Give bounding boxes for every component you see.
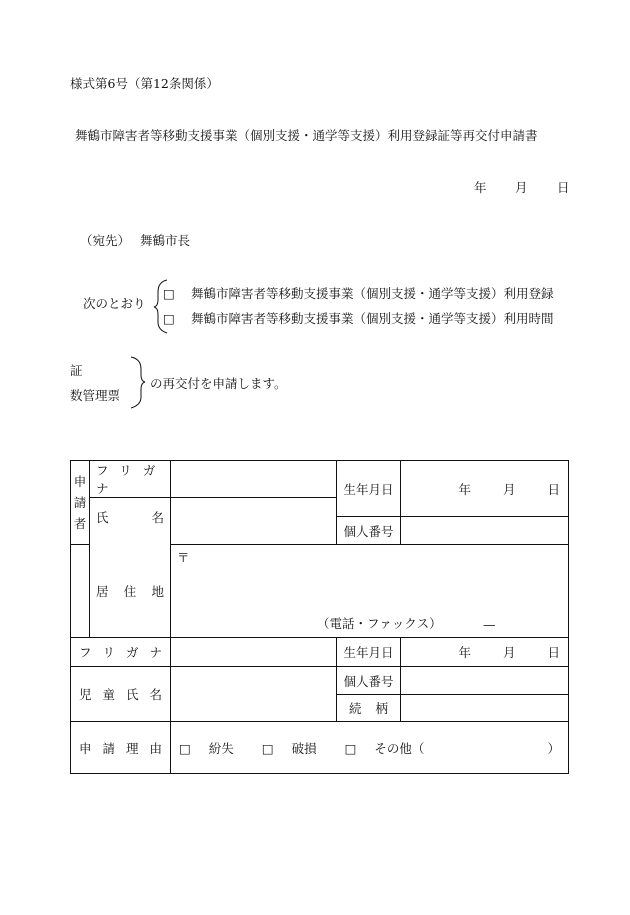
date-day-label: 日 — [557, 180, 570, 195]
applicant-label: 申 請 者 — [71, 461, 90, 545]
reason-other[interactable]: □ その他（ — [344, 740, 425, 756]
form-number: 様式第6号（第12条関係） — [70, 76, 219, 91]
birthdate-field[interactable]: 年 月 日 — [401, 461, 569, 517]
child-name-field[interactable] — [171, 667, 337, 722]
application-table — [70, 460, 569, 774]
relationship-field[interactable] — [401, 695, 569, 722]
date-month-label: 月 — [515, 180, 528, 195]
birthdate-label: 生年月日 — [337, 461, 401, 517]
address-field[interactable] — [171, 545, 569, 638]
reason-label: 申 請 理 由 — [71, 722, 171, 774]
lead-text: 次のとおり — [83, 296, 146, 311]
option-text: 舞鶴市障害者等移動支援事業（個別支援・通学等支援）利用登録 — [191, 286, 554, 301]
document-title: 舞鶴市障害者等移動支援事業（個別支援・通学等支援）利用登録証等再交付申請書 — [75, 128, 538, 143]
name-label: 氏 名 — [90, 498, 171, 545]
continuation-line-2: 数管理票 — [70, 388, 121, 403]
addressee-label: （宛先） — [80, 233, 131, 248]
address-label: 居 住 地 — [90, 545, 171, 638]
relationship-label: 続 柄 — [337, 695, 401, 722]
option-text: 舞鶴市障害者等移動支援事業（個別支援・通学等支援）利用時間 — [191, 311, 554, 326]
personal-number-field[interactable] — [401, 517, 569, 545]
furigana-label: フリガナ — [90, 461, 171, 498]
name-field[interactable] — [171, 498, 337, 545]
personal-number-label: 個人番号 — [337, 517, 401, 545]
tel-fax-label: （電話・ファックス） — [317, 616, 442, 631]
postal-mark: 〒 — [177, 550, 190, 565]
option-checkbox[interactable]: □ — [163, 311, 175, 326]
child-furigana-field[interactable] — [171, 638, 337, 667]
reason-field — [171, 722, 569, 774]
child-personal-number-field[interactable] — [401, 667, 569, 695]
child-birthdate-label: 生年月日 — [337, 638, 401, 667]
date-year-label: 年 — [474, 180, 487, 195]
child-furigana-label: フ リ ガ ナ — [71, 638, 171, 667]
option-checkbox[interactable]: □ — [163, 286, 175, 301]
continuation-line-1: 証 — [70, 363, 83, 378]
child-personal-number-label: 個人番号 — [337, 667, 401, 695]
continuation-tail: の再交付を申請します。 — [150, 376, 287, 391]
reason-damaged[interactable]: □ 破損 — [261, 740, 317, 756]
child-name-label: 児 童 氏 名 — [71, 667, 171, 722]
reason-lost[interactable]: □ 紛失 — [179, 740, 234, 756]
reason-close-paren: ） — [547, 740, 560, 756]
child-birthdate-field[interactable]: 年 月 日 — [401, 638, 569, 667]
left-brace — [154, 280, 167, 333]
furigana-field[interactable] — [171, 461, 337, 498]
tel-dash: — — [483, 617, 496, 632]
right-bracket — [131, 357, 145, 408]
addressee-name: 舞鶴市長 — [140, 233, 191, 248]
applicant-label-cont — [71, 545, 90, 638]
